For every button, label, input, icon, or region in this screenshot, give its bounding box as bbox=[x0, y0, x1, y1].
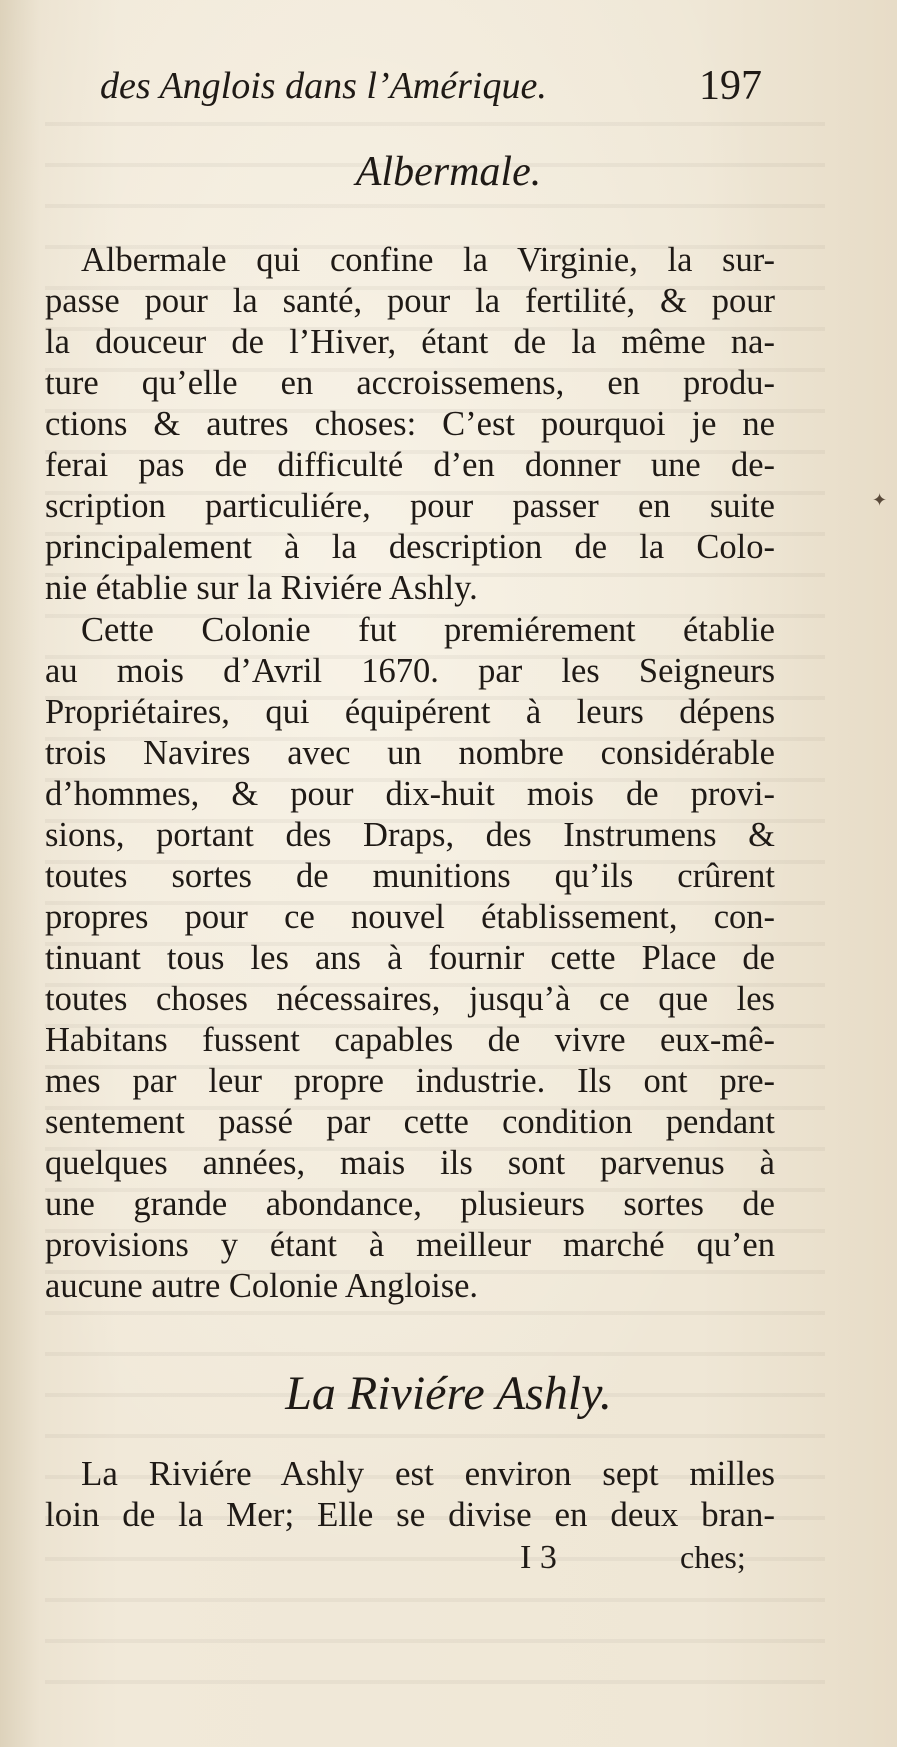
running-header bbox=[100, 62, 760, 110]
text-line: propres pour ce nouvel établissement, con- bbox=[45, 898, 775, 936]
text-line: toutes choses nécessaires, jusqu’à ce que les bbox=[45, 980, 775, 1018]
text-line: Cette Colonie fut premiérement établie bbox=[81, 611, 775, 649]
text-line: une grande abondance, plusieurs sortes de bbox=[45, 1185, 775, 1223]
text-line: quelques années, mais ils sont parvenus à bbox=[45, 1144, 775, 1182]
text-line: Propriétaires, qui équipérent à leurs dépens bbox=[45, 693, 775, 731]
text-line: trois Navires avec un nombre considérable bbox=[45, 734, 775, 772]
text-line: La Riviére Ashly est environ sept milles bbox=[81, 1454, 775, 1493]
text-line: scription particuliére, pour passer en suite bbox=[45, 487, 775, 525]
text-line: ture qu’elle en accroissemens, en produ- bbox=[45, 364, 775, 402]
running-title: des Anglois dans l’Amérique. bbox=[100, 65, 547, 107]
paragraph-colonie bbox=[45, 610, 775, 1307]
text-line: aucune autre Colonie Angloise. bbox=[45, 1267, 479, 1305]
text-line: passe pour la santé, pour la fertilité, & pour bbox=[45, 282, 775, 320]
paragraph-albermale bbox=[45, 240, 775, 609]
page-number: 197 bbox=[699, 63, 762, 109]
text-line: mes par leur propre industrie. Ils ont pre- bbox=[45, 1062, 775, 1100]
text-line: Albermale qui confine la Virginie, la sur- bbox=[81, 241, 775, 279]
text-line: toutes sortes de munitions qu’ils crûrent bbox=[45, 857, 775, 895]
ink-speck: ✦ bbox=[872, 490, 888, 510]
paragraph-riviere bbox=[45, 1453, 775, 1535]
text-line: Habitans fussent capables de vivre eux-mê- bbox=[45, 1021, 775, 1059]
text-line: d’hommes, & pour dix-huit mois de provi- bbox=[45, 775, 775, 813]
text-line: loin de la Mer; Elle se divise en deux bran- bbox=[45, 1495, 775, 1534]
text-line: ferai pas de difficulté d’en donner une de- bbox=[45, 446, 775, 484]
text-line: la douceur de l’Hiver, étant de la même na- bbox=[45, 323, 775, 361]
signature-mark: I 3 bbox=[520, 1539, 557, 1576]
text-line: provisions y étant à meilleur marché qu’en bbox=[45, 1226, 775, 1264]
text-line: sentement passé par cette condition pendant bbox=[45, 1103, 775, 1141]
text-line: sions, portant des Draps, des Instrumens & bbox=[45, 816, 775, 854]
text-line: nie établie sur la Riviére Ashly. bbox=[45, 569, 478, 607]
text-line: ctions & autres choses: C’est pourquoi je ne bbox=[45, 405, 775, 443]
text-line: tinuant tous les ans à fournir cette Place de bbox=[45, 939, 775, 977]
section-title-albermale: Albermale. bbox=[355, 149, 542, 195]
text-line: au mois d’Avril 1670. par les Seigneurs bbox=[45, 652, 775, 690]
text-line: principalement à la description de la Colo- bbox=[45, 528, 775, 566]
section-title-riviere-ashly: La Riviére Ashly. bbox=[285, 1367, 612, 1420]
catchword: ches; bbox=[680, 1539, 746, 1575]
